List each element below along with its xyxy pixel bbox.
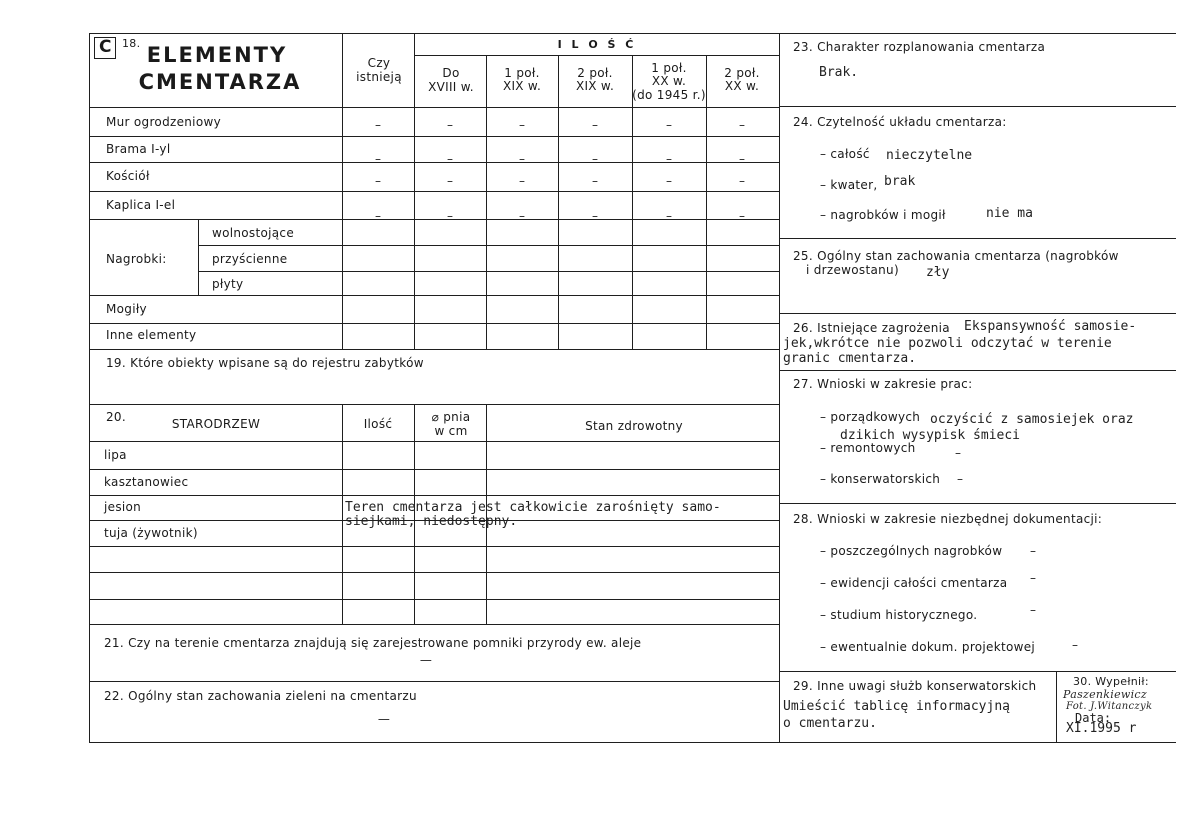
question-20-title: STARODRZEW xyxy=(171,417,261,431)
element-dash-r3-c5: – xyxy=(666,174,672,188)
element-dash-r1-c3: – xyxy=(519,118,525,132)
answer-26-line-3: granic cmentarza. xyxy=(783,351,917,366)
element-dash-r3-c4: – xyxy=(592,174,598,188)
col-line-nagrobki xyxy=(198,219,199,295)
tree-col-pnia-unit: w cm xyxy=(434,424,468,438)
row-line-8 xyxy=(89,323,779,324)
row-line-0 xyxy=(89,107,779,108)
question-25-line-2: i drzewostanu) xyxy=(806,263,899,277)
q24-item-calosc: – całość xyxy=(820,147,870,161)
element-dash-r2-c6: – xyxy=(739,152,745,166)
tree-row-5 xyxy=(89,572,779,573)
row-line-4 xyxy=(89,219,779,220)
element-dash-r4-c6: – xyxy=(739,209,745,223)
q28-dash-3: – xyxy=(1030,603,1036,617)
tree-row-4 xyxy=(89,546,779,547)
element-dash-r2-c4: – xyxy=(592,152,598,166)
q24-item-kwater: – kwater, xyxy=(820,178,878,192)
element-dash-r4-c2: – xyxy=(447,209,453,223)
row-line-6 xyxy=(198,271,779,272)
frame-left xyxy=(89,33,90,742)
element-dash-r2-c3: – xyxy=(519,152,525,166)
col-czy-1: Czy xyxy=(367,56,391,70)
col-line-p5 xyxy=(706,55,707,349)
period-4-c: (do 1945 r.) xyxy=(632,88,706,102)
element-dash-r2-c5: – xyxy=(666,152,672,166)
answer-29-line-1: Umieścić tablicę informacyjną xyxy=(783,699,1010,714)
q28-item-3: – studium historycznego. xyxy=(820,608,978,622)
question-28: 28. Wnioski w zakresie niezbędnej dokumentacji: xyxy=(793,512,1103,526)
col-czy-2: istnieją xyxy=(356,70,402,84)
element-dash-r4-c3: – xyxy=(519,209,525,223)
row-mur: Mur ogrodzeniowy xyxy=(106,115,221,129)
element-dash-r2-c1: – xyxy=(375,152,381,166)
q27-dash-remontowych: – xyxy=(955,446,961,460)
q27-answer-line-1: oczyścić z samosiejek oraz xyxy=(930,412,1134,427)
tree-row-2 xyxy=(89,495,779,496)
section-letter: C xyxy=(99,37,112,57)
r-line-27 xyxy=(779,370,1176,371)
tree-jesion: jesion xyxy=(104,500,142,514)
element-dash-r1-c6: – xyxy=(739,118,745,132)
period-4-a: 1 poł. xyxy=(651,61,687,75)
element-dash-r1-c4: – xyxy=(592,118,598,132)
title-cmentarza: CMENTARZA xyxy=(138,70,302,94)
element-dash-r1-c1: – xyxy=(375,118,381,132)
tree-tuja: tuja (żywotnik) xyxy=(104,526,198,540)
element-dash-r4-c5: – xyxy=(666,209,672,223)
row-line-5 xyxy=(198,245,779,246)
date-value: XI.1995 r xyxy=(1066,721,1137,736)
question-19: 19. Które obiekty wpisane są do rejestru zabytków xyxy=(106,356,424,370)
line-20-head xyxy=(89,441,779,442)
period-5-b: XX w. xyxy=(724,79,760,93)
answer-25: zły xyxy=(926,265,950,280)
element-dash-r3-c3: – xyxy=(519,174,525,188)
row-przyscienne: przyścienne xyxy=(212,252,288,266)
q27-answer-line-2: dzikich wysypisk śmieci xyxy=(840,428,1021,443)
answer-22: — xyxy=(377,712,391,726)
period-1-b: XVIII w. xyxy=(428,80,474,94)
question-25-line-1: 25. Ogólny stan zachowania cmentarza (nagrobków xyxy=(793,249,1119,263)
question-27: 27. Wnioski w zakresie prac: xyxy=(793,377,973,391)
element-dash-r4-c1: – xyxy=(375,209,381,223)
row-wolnostojace: wolnostojące xyxy=(212,226,295,240)
ilosc-line xyxy=(414,55,779,56)
q28-dash-4: – xyxy=(1072,638,1078,652)
r-line-28 xyxy=(779,503,1176,504)
element-dash-r3-c2: – xyxy=(447,174,453,188)
tree-row-6 xyxy=(89,599,779,600)
line-20-top xyxy=(89,404,779,405)
row-nagrobki: Nagrobki: xyxy=(106,252,167,266)
question-20-number: 20. xyxy=(106,410,126,424)
col-line-p2 xyxy=(486,55,487,349)
q27-item-remontowych: – remontowych xyxy=(820,441,916,455)
element-dash-r3-c6: – xyxy=(739,174,745,188)
section-number: 18. xyxy=(122,37,141,50)
tree-col-stan: Stan zdrowotny xyxy=(585,419,683,433)
row-brama: Brama I-yl xyxy=(106,142,171,156)
element-dash-r2-c2: – xyxy=(447,152,453,166)
question-22: 22. Ogólny stan zachowania zieleni na cmentarzu xyxy=(104,689,417,703)
tree-lipa: lipa xyxy=(104,448,127,462)
tree-row-1 xyxy=(89,469,779,470)
q27-item-porzadkowych: – porządkowych xyxy=(820,410,921,424)
row-plyty: płyty xyxy=(212,277,244,291)
q28-item-1: – poszczególnych nagrobków xyxy=(820,544,1003,558)
period-4-b: XX w. xyxy=(651,74,687,88)
q28-dash-2: – xyxy=(1030,571,1036,585)
answer-26-line-1: Ekspansywność samosie- xyxy=(964,319,1137,334)
question-29: 29. Inne uwagi służb konserwatorskich xyxy=(793,679,1037,693)
q27-dash-konserwatorskich: – xyxy=(957,472,963,486)
q24-item-nagrobkow: – nagrobków i mogił xyxy=(820,208,946,222)
period-3-b: XIX w. xyxy=(575,79,615,93)
q28-item-2: – ewidencji całości cmentarza xyxy=(820,576,1008,590)
q28-dash-1: – xyxy=(1030,544,1036,558)
col-ilosc: I L O Ś Ć xyxy=(557,38,637,51)
signature-photo: Fot. J.Witanczyk xyxy=(1066,701,1153,712)
row-line-9 xyxy=(89,349,779,350)
q24-answer-calosc: nieczytelne xyxy=(886,148,973,163)
row-mogily: Mogiły xyxy=(106,302,147,316)
period-3-a: 2 poł. xyxy=(577,66,613,80)
row-line-1 xyxy=(89,136,779,137)
q24-answer-nagrobkow: nie ma xyxy=(986,206,1033,221)
tree-col-pnia: ⌀ pnia xyxy=(431,410,471,424)
question-21: 21. Czy na terenie cmentarza znajdują się zarejestrowane pomniki przyrody ew. aleje xyxy=(104,636,642,650)
element-dash-r1-c5: – xyxy=(666,118,672,132)
element-dash-r1-c2: – xyxy=(447,118,453,132)
answer-26-line-2: jek,wkrótce nie pozwoli odczytać w terenie xyxy=(783,336,1112,351)
r-line-25 xyxy=(779,238,1176,239)
r-line-29 xyxy=(779,671,1176,672)
answer-21: — xyxy=(419,653,433,667)
question-30: 30. Wypełnił: xyxy=(1073,675,1149,688)
row-line-3 xyxy=(89,191,779,192)
frame-middle xyxy=(779,33,780,742)
element-dash-r4-c4: – xyxy=(592,209,598,223)
question-26: 26. Istniejące zagrożenia xyxy=(793,321,950,335)
element-dash-r3-c1: – xyxy=(375,174,381,188)
signature-name: Paszenkiewicz xyxy=(1063,688,1147,701)
period-2-b: XIX w. xyxy=(502,79,542,93)
r-col-30 xyxy=(1056,671,1057,742)
q24-answer-kwater: brak xyxy=(884,174,916,189)
frame-top xyxy=(89,33,1176,34)
answer-29-line-2: o cmentarzu. xyxy=(783,716,877,731)
period-5-a: 2 poł. xyxy=(724,66,760,80)
tree-col-ilosc: Ilość xyxy=(363,417,393,431)
r-line-26 xyxy=(779,313,1176,314)
row-inne: Inne elementy xyxy=(106,328,197,342)
row-line-2 xyxy=(89,162,779,163)
tree-note-line-2: siejkami, niedostępny. xyxy=(345,514,518,529)
question-24: 24. Czytelność układu cmentarza: xyxy=(793,115,1007,129)
tree-kasztanowiec: kasztanowiec xyxy=(104,475,189,489)
col-line-p3 xyxy=(558,55,559,349)
r-line-24 xyxy=(779,106,1176,107)
tree-col-1 xyxy=(342,404,343,624)
title-elementy: ELEMENTY xyxy=(146,43,288,67)
period-1-a: Do xyxy=(442,66,460,80)
date-label: Data: xyxy=(1075,711,1112,725)
row-line-7 xyxy=(89,295,779,296)
row-kaplica: Kaplica I-el xyxy=(106,198,176,212)
line-21-top xyxy=(89,624,779,625)
answer-23: Brak. xyxy=(819,65,859,80)
question-23: 23. Charakter rozplanowania cmentarza xyxy=(793,40,1046,54)
frame-bottom xyxy=(89,742,1176,743)
period-2-a: 1 poł. xyxy=(504,66,540,80)
row-kosciol: Kościół xyxy=(106,169,150,183)
tree-note-line-1: Teren cmentarza jest całkowicie zarośnięty samo- xyxy=(345,500,721,515)
q27-item-konserwatorskich: – konserwatorskich xyxy=(820,472,941,486)
q28-item-4: – ewentualnie dokum. projektowej xyxy=(820,640,1036,654)
line-22-top xyxy=(89,681,779,682)
